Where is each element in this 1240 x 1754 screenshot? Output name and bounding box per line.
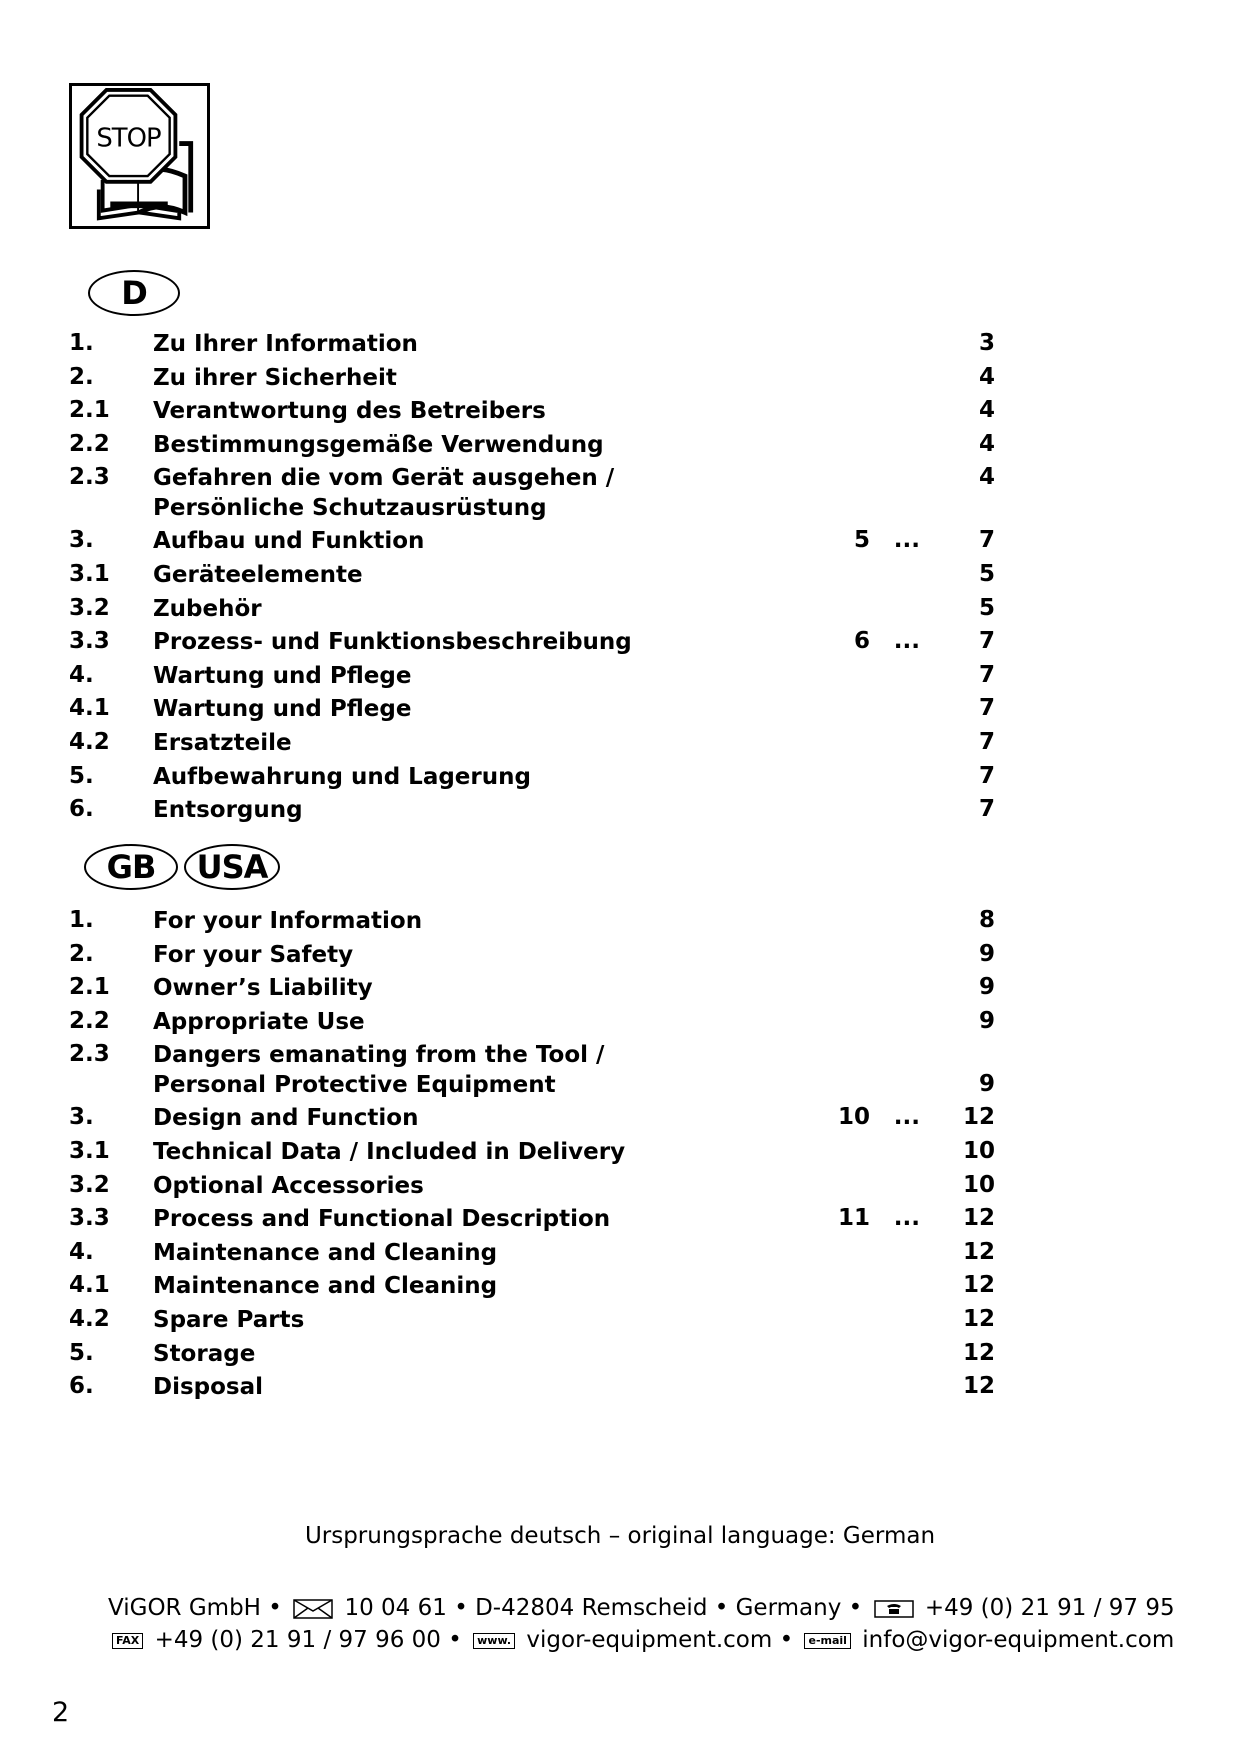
toc-entry-page: 7	[978, 527, 995, 554]
contact-line-2	[108, 1627, 1175, 1653]
page-number: 2	[52, 1697, 70, 1728]
toc-entry[interactable]	[69, 558, 995, 592]
language-badges-en	[84, 844, 280, 890]
toc-entry-number: 6.	[69, 1373, 94, 1400]
toc-entry-number: 2.1	[69, 397, 110, 424]
toc-entry-title: Maintenance and Cleaning	[153, 1273, 498, 1300]
toc-english	[69, 904, 995, 1404]
toc-entry-title: Zu Ihrer Information	[153, 331, 418, 357]
stop-text: STOP	[96, 123, 161, 154]
toc-entry-number: 2.3	[69, 464, 110, 491]
toc-entry-number: 2.1	[69, 974, 110, 1001]
toc-entry[interactable]	[69, 327, 995, 361]
toc-entry-title: Zu ihrer Sicherheit	[153, 364, 397, 391]
toc-entry-title: Aufbau und Funktion	[153, 528, 425, 555]
toc-entry[interactable]	[69, 793, 995, 827]
toc-entry-page: 12	[962, 1339, 995, 1366]
toc-entry-title: Verantwortung des Betreibers	[153, 398, 546, 425]
toc-entry-page: 7	[978, 762, 995, 789]
toc-entry-title: Entsorgung	[153, 797, 303, 824]
toc-entry-title: Prozess- und Funktionsbeschreibung	[153, 629, 632, 656]
toc-entry[interactable]	[69, 1269, 995, 1303]
toc-entry-page: 12	[962, 1272, 995, 1299]
toc-entry-title: For your Information	[153, 908, 423, 934]
toc-entry-title: Wartung und Pflege	[153, 696, 412, 723]
toc-entry-number: 3.1	[69, 560, 110, 587]
toc-entry[interactable]	[69, 1101, 995, 1135]
toc-entry-title: Ersatzteile	[153, 729, 292, 756]
toc-entry[interactable]	[69, 971, 995, 1005]
toc-entry-number: 4.2	[69, 1305, 110, 1332]
toc-entry[interactable]	[69, 726, 995, 760]
toc-entry[interactable]	[69, 361, 995, 395]
company-name: ViGOR GmbH •	[108, 1595, 282, 1621]
toc-entry[interactable]	[69, 1135, 995, 1169]
toc-entry-page: 12	[962, 1205, 995, 1232]
toc-entry-page: 5	[978, 594, 995, 621]
toc-entry-number: 1.	[69, 907, 94, 933]
toc-entry-page: 10	[962, 1137, 995, 1164]
envelope-icon	[293, 1599, 333, 1619]
fax-number: +49 (0) 21 91 / 97 96 00 •	[154, 1627, 462, 1653]
stop-sign-book-icon	[69, 83, 210, 229]
toc-entry-page: 9	[978, 1007, 995, 1034]
language-badge-d: D	[88, 270, 180, 316]
toc-entry-page-from: 6	[853, 628, 870, 655]
toc-entry-page-from: 10	[837, 1104, 870, 1131]
language-badge-usa: USA	[184, 844, 280, 890]
toc-entry-title: Zubehör	[153, 595, 262, 622]
toc-entry-page: 4	[978, 430, 995, 457]
fax-icon: FAX	[112, 1633, 143, 1649]
toc-entry[interactable]	[69, 1202, 995, 1236]
website-link[interactable]: vigor-equipment.com •	[526, 1627, 794, 1653]
toc-entry-page: 12	[962, 1238, 995, 1265]
toc-entry-title: Gefahren die vom Gerät ausgehen / Persönliche Schutzausrüstung	[153, 465, 615, 522]
toc-entry-page: 7	[978, 728, 995, 755]
toc-entry-title: Appropriate Use	[153, 1008, 365, 1035]
toc-entry[interactable]	[69, 428, 995, 462]
toc-entry-ellipsis: ...	[893, 1205, 920, 1232]
toc-entry[interactable]	[69, 394, 995, 428]
toc-entry-page: 9	[978, 940, 995, 967]
toc-entry-number: 2.3	[69, 1041, 110, 1068]
toc-entry[interactable]	[69, 1236, 995, 1270]
toc-entry[interactable]	[69, 1370, 995, 1404]
toc-entry-title: Dangers emanating from the Tool / Personal Protective Equipment	[153, 1042, 605, 1099]
toc-entry-number: 5.	[69, 762, 94, 789]
toc-entry-number: 3.	[69, 1104, 94, 1131]
toc-entry-title: Wartung und Pflege	[153, 662, 412, 689]
toc-entry-number: 1.	[69, 330, 94, 356]
toc-entry-number: 3.	[69, 527, 94, 554]
toc-entry-number: 3.3	[69, 1205, 110, 1232]
language-badge-gb: GB	[84, 844, 178, 890]
toc-entry-title: For your Safety	[153, 941, 354, 968]
toc-entry[interactable]	[69, 1337, 995, 1371]
phone-icon	[874, 1600, 914, 1618]
toc-entry[interactable]	[69, 625, 995, 659]
toc-entry-page: 7	[978, 661, 995, 688]
toc-entry[interactable]	[69, 461, 995, 524]
toc-entry-number: 4.	[69, 1238, 94, 1265]
toc-entry-title: Disposal	[153, 1374, 264, 1401]
toc-entry-number: 4.	[69, 661, 94, 688]
toc-entry-page: 12	[962, 1305, 995, 1332]
toc-entry-ellipsis: ...	[893, 628, 920, 655]
toc-entry-title: Maintenance and Cleaning	[153, 1239, 498, 1266]
toc-entry[interactable]	[69, 1169, 995, 1203]
toc-entry[interactable]	[69, 692, 995, 726]
toc-entry-title: Aufbewahrung und Lagerung	[153, 763, 531, 790]
toc-entry[interactable]	[69, 592, 995, 626]
toc-entry-page: 3	[978, 330, 995, 356]
toc-entry-title: Optional Accessories	[153, 1172, 424, 1199]
toc-entry[interactable]	[69, 904, 995, 938]
toc-entry-page: 12	[962, 1373, 995, 1400]
toc-entry[interactable]	[69, 1005, 995, 1039]
toc-entry[interactable]	[69, 659, 995, 693]
toc-entry-page: 4	[978, 363, 995, 390]
toc-entry-number: 3.2	[69, 1171, 110, 1198]
toc-entry-number: 2.	[69, 940, 94, 967]
toc-entry-title: Spare Parts	[153, 1306, 305, 1333]
toc-entry-title: Storage	[153, 1340, 256, 1367]
toc-entry-title: Bestimmungsgemäße Verwendung	[153, 431, 604, 458]
toc-entry[interactable]	[69, 524, 995, 558]
www-icon: www.	[473, 1633, 515, 1649]
email-link[interactable]: info@vigor-equipment.com	[862, 1627, 1175, 1653]
toc-entry-ellipsis: ...	[893, 1104, 920, 1131]
toc-entry-title: Owner’s Liability	[153, 975, 373, 1002]
toc-entry[interactable]	[69, 1038, 995, 1101]
toc-entry-title: Technical Data / Included in Delivery	[153, 1138, 626, 1165]
toc-entry-number: 5.	[69, 1339, 94, 1366]
toc-entry-number: 2.2	[69, 430, 110, 457]
toc-entry-number: 3.2	[69, 594, 110, 621]
toc-entry-title: Geräteelemente	[153, 561, 363, 588]
toc-entry-page: 4	[978, 397, 995, 424]
toc-entry-page-from: 5	[853, 527, 870, 554]
toc-entry[interactable]	[69, 760, 995, 794]
toc-entry-page: 8	[978, 907, 995, 933]
toc-entry-title: Process and Functional Description	[153, 1206, 611, 1233]
toc-entry-number: 6.	[69, 796, 94, 823]
toc-entry-page: 7	[978, 796, 995, 823]
toc-entry-page: 10	[962, 1171, 995, 1198]
toc-entry-page: 12	[962, 1104, 995, 1131]
phone-number: +49 (0) 21 91 / 97 95	[924, 1595, 1175, 1621]
contact-line-1	[108, 1595, 1175, 1621]
toc-entry-page: 7	[978, 628, 995, 655]
toc-entry-title: Design and Function	[153, 1105, 419, 1132]
toc-entry-number: 4.1	[69, 1272, 110, 1299]
toc-entry-page: 9	[978, 974, 995, 1001]
original-language-note: Ursprungsprache deutsch – original language: German	[304, 1523, 936, 1549]
toc-entry-number: 2.2	[69, 1007, 110, 1034]
toc-entry-page-from: 11	[837, 1205, 870, 1232]
toc-entry-number: 3.1	[69, 1137, 110, 1164]
postbox-address: 10 04 61 • D-42804 Remscheid • Germany •	[344, 1595, 863, 1621]
email-icon: e-mail	[804, 1633, 850, 1649]
toc-entry-ellipsis: ...	[893, 527, 920, 554]
toc-entry-page: 5	[978, 560, 995, 587]
toc-entry[interactable]	[69, 1303, 995, 1337]
toc-entry-page: 4	[978, 464, 995, 491]
toc-entry-page: 7	[978, 695, 995, 722]
toc-german	[69, 327, 995, 827]
toc-entry-number: 3.3	[69, 628, 110, 655]
toc-entry[interactable]	[69, 938, 995, 972]
toc-entry-number: 4.1	[69, 695, 110, 722]
language-badges-de	[88, 270, 180, 316]
toc-entry-number: 2.	[69, 363, 94, 390]
toc-entry-number: 4.2	[69, 728, 110, 755]
toc-entry-page: 9	[978, 1070, 995, 1097]
